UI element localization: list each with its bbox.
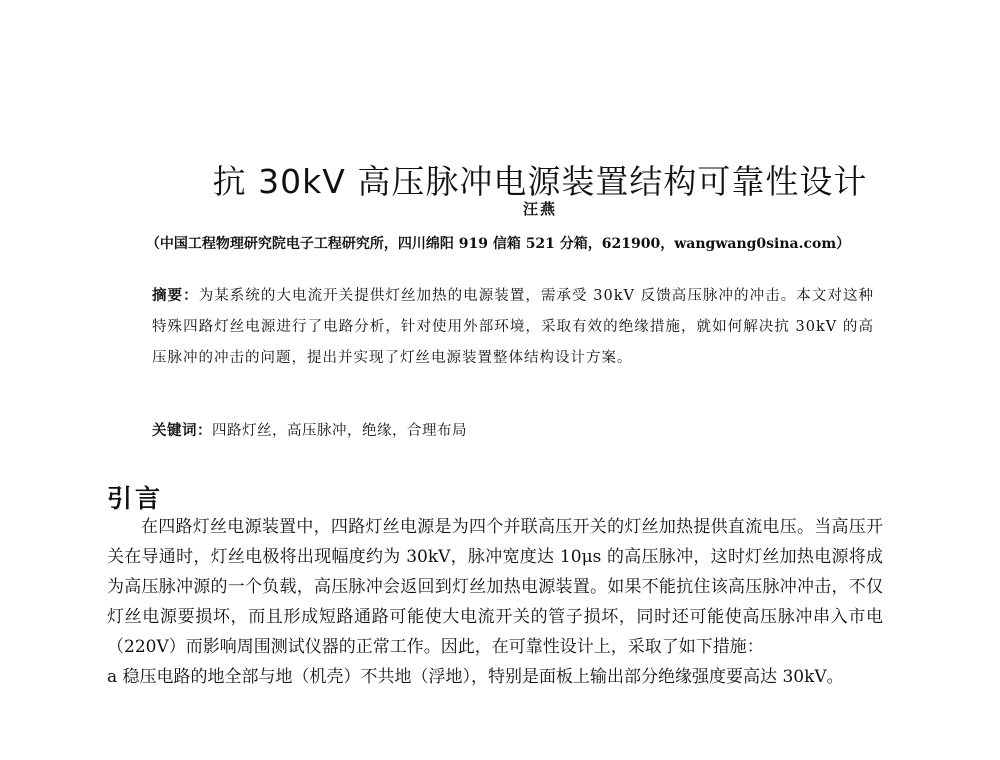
author-affiliation: （中国工程物理研究院电子工程研究所，四川绵阳 919 信箱 521 分箱，621900，wangwang0sina.com） [145, 236, 851, 252]
body-paragraph: 在四路灯丝电源装置中，四路灯丝电源是为四个并联高压开关的灯丝加热提供直流电压。当高压开关在导通时，灯丝电极将出现幅度约为 30kV，脉冲宽度达 10μs 的高压脉冲，这时灯丝加热电源将成为高压脉冲源的一个负载，高压脉冲会返回到灯丝加热电源装置。如果不能抗住该高压脉冲冲击，不仅灯丝电源要损坏，而且形成短路通路可能使大电流开关的管子损坏，同时还可能使高压脉冲串入市电（220V）而影响周围测试仪器的正常工作。因此，在可靠性设计上，采取了如下措施： [107, 517, 883, 657]
paper-title: 抗 30kV 高压脉冲电源装置结构可靠性设计 [212, 162, 868, 202]
keywords-text: 四路灯丝，高压脉冲，绝缘，合理布局 [212, 423, 467, 439]
author-name: 汪燕 [522, 200, 557, 218]
body-paragraph-list-item: a 稳压电路的地全部与地（机壳）不共地（浮地），特别是面板上输出部分绝缘强度要高达 30kV。 [107, 667, 844, 687]
section-body [107, 512, 883, 692]
abstract-text: 为某系统的大电流开关提供灯丝加热的电源装置，需承受 30kV 反馈高压脉冲的冲击。本文对这种特殊四路灯丝电源进行了电路分析，针对使用外部环境，采取有效的绝缘措施，就如何解决抗 30kV 的高压脉冲的冲击的问题，提出并实现了灯丝电源装置整体结构设计方案。 [152, 288, 874, 366]
abstract [152, 280, 874, 374]
keywords [152, 419, 467, 443]
abstract-label: 摘要： [152, 287, 199, 304]
keywords-label: 关键词： [152, 422, 212, 439]
section-heading: 引言 [107, 483, 164, 513]
